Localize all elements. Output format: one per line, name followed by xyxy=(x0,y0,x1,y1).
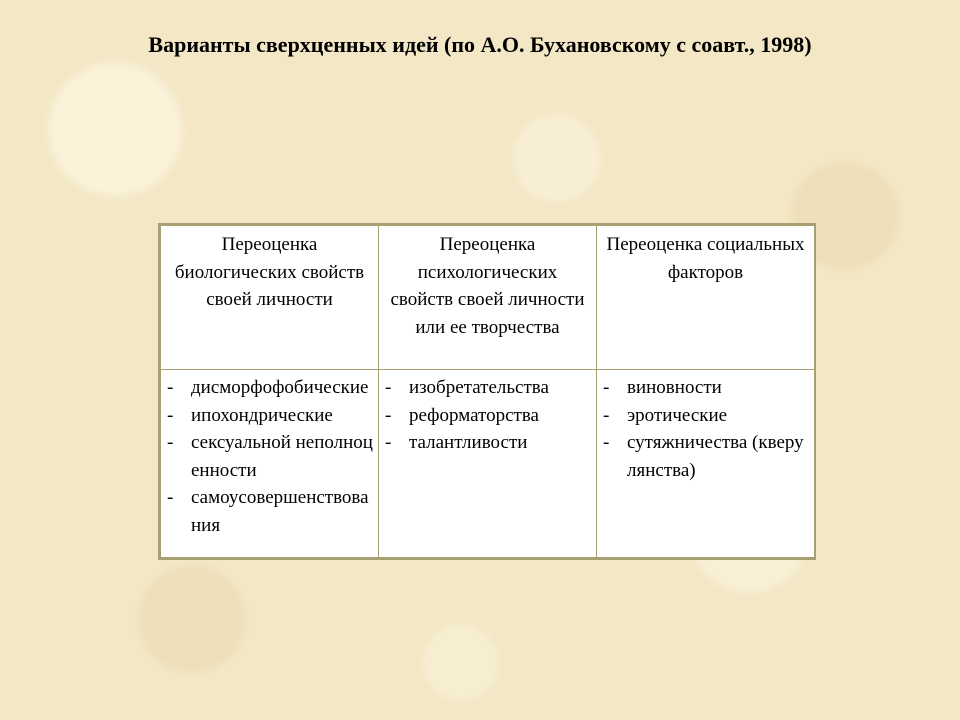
column-biological xyxy=(161,370,379,558)
item-text: дисморфофобические xyxy=(191,377,369,398)
page-title: Варианты сверхценных идей (по А.О. Бухановскому с соавт., 1998) xyxy=(148,32,812,57)
list-item xyxy=(383,374,594,402)
bullet-dash: - xyxy=(385,377,392,398)
bullet-dash: - xyxy=(603,377,610,398)
list-item xyxy=(601,402,812,430)
classification-table xyxy=(158,223,816,560)
column-psychological xyxy=(379,370,597,558)
bullet-dash: - xyxy=(167,487,174,508)
list-item xyxy=(165,374,376,402)
item-text: ипохондрические xyxy=(191,404,333,426)
table xyxy=(160,225,815,558)
item-text: талантливости xyxy=(409,432,528,453)
header-biological: Переоценка биологических свойств своей личности xyxy=(161,226,379,370)
list-item xyxy=(383,429,594,457)
column-social xyxy=(597,370,815,558)
item-text: самоусовершенствования xyxy=(191,487,369,536)
item-text: реформаторства xyxy=(409,404,539,426)
list-item xyxy=(601,374,812,402)
item-text: виновности xyxy=(627,377,722,398)
bullet-dash: - xyxy=(167,404,174,426)
list-item xyxy=(601,429,812,484)
bullet-dash: - xyxy=(167,377,174,398)
bullet-dash: - xyxy=(603,404,610,426)
list-item xyxy=(383,402,594,430)
bullet-dash: - xyxy=(385,432,392,453)
header-social: Переоценка социальных факторов xyxy=(597,226,815,370)
bullet-dash: - xyxy=(385,404,392,426)
item-text: эротические xyxy=(627,404,728,426)
bullet-dash: - xyxy=(603,432,610,453)
item-text: сутяжничества (кверулянства) xyxy=(627,432,804,481)
table-header-row xyxy=(161,226,815,370)
item-text: изобретательства xyxy=(409,377,549,398)
item-list xyxy=(601,374,812,484)
item-text: сексуальной неполноценности xyxy=(191,432,373,481)
header-psychological: Переоценка психологических свойств своей личности или ее творчества xyxy=(379,226,597,370)
list-item xyxy=(165,402,376,430)
item-list xyxy=(165,374,376,539)
item-list xyxy=(383,374,594,457)
list-item xyxy=(165,484,376,539)
list-item xyxy=(165,429,376,484)
table-row xyxy=(161,370,815,558)
bullet-dash: - xyxy=(167,432,174,453)
